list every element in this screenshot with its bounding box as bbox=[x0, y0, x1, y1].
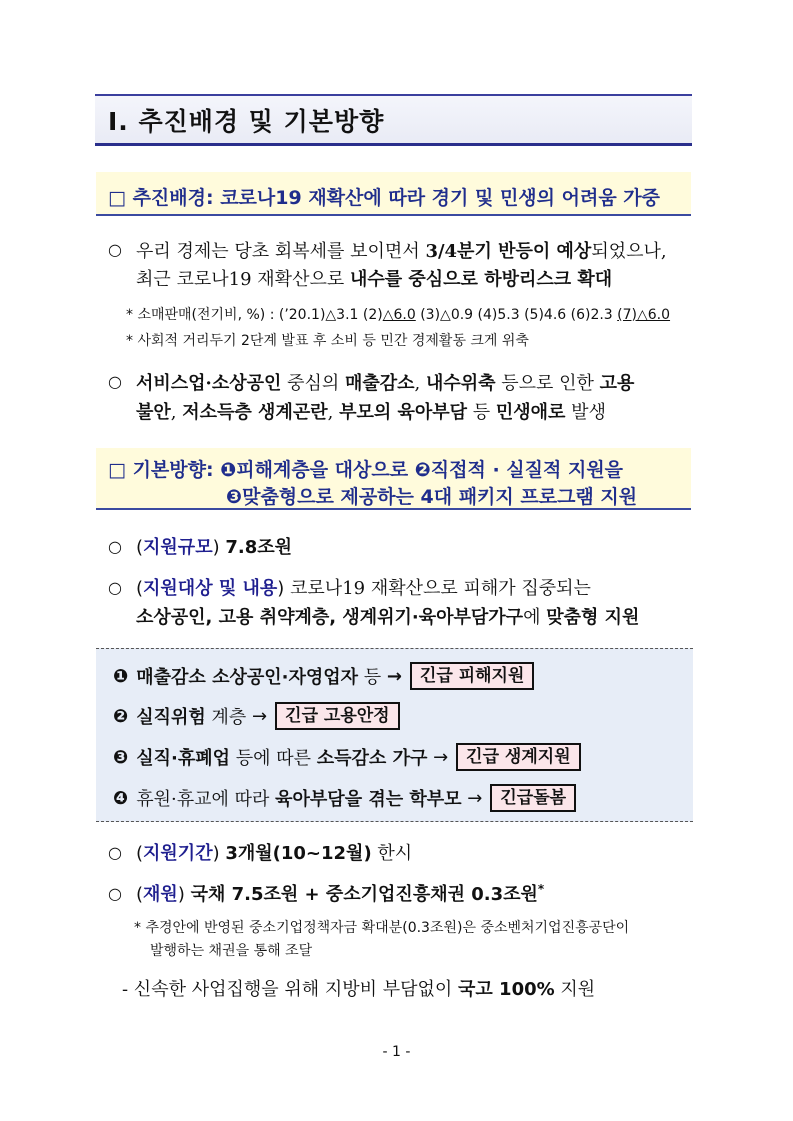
arrow-right-icon: → bbox=[427, 746, 449, 768]
bullet-circle: ○ bbox=[108, 240, 122, 259]
text: , bbox=[327, 402, 340, 423]
tag-emergency-livelihood: 긴급 생계지원 bbox=[456, 743, 580, 771]
number-3-icon: ❸ bbox=[113, 746, 129, 768]
text: 지원 bbox=[554, 979, 596, 1000]
footnote-star: * bbox=[537, 882, 545, 896]
highlight-rebound: 3/4분기 반등이 예상 bbox=[425, 241, 592, 262]
bullet-circle: ○ bbox=[108, 372, 122, 391]
paragraph-economy-line1 bbox=[136, 237, 667, 263]
support-target-line2 bbox=[136, 603, 639, 629]
arrow-right-icon: → bbox=[252, 705, 268, 727]
text: 되었으나, bbox=[591, 241, 667, 262]
page-title: Ⅰ. 추진배경 및 기본방향 bbox=[108, 107, 385, 136]
text: ( bbox=[136, 578, 144, 599]
support-item-3 bbox=[113, 743, 581, 771]
text: 소상공인, 고용 취약계층, 생계위기·육아부담가구 bbox=[136, 607, 524, 628]
funding-note-line1: * 추경안에 반영된 중소기업정책자금 확대분(0.3조원)은 중소벤처기업진흥공단이 bbox=[134, 920, 630, 936]
text: ( bbox=[136, 537, 144, 558]
paragraph-economy-line2 bbox=[136, 265, 612, 291]
funding-note-line2: 발행하는 채권을 통해 조달 bbox=[150, 943, 313, 959]
text: 한시 bbox=[371, 843, 413, 864]
bullet-circle: ○ bbox=[108, 578, 122, 597]
text: ) bbox=[277, 578, 291, 599]
text: ) bbox=[212, 537, 226, 558]
text: 최근 코로나19 재확산으로 bbox=[136, 269, 350, 290]
text: 소득감소 가구 bbox=[316, 748, 428, 769]
text: 부모의 육아부담 bbox=[339, 402, 468, 423]
text: 저소득층 생계곤란 bbox=[182, 402, 328, 423]
tag-emergency-damage-support: 긴급 피해지원 bbox=[410, 662, 534, 690]
label-support-target: 지원대상 및 내용 bbox=[143, 578, 278, 599]
section-direction-heading-line2: ❸맞춤형으로 제공하는 4대 패키지 프로그램 지원 bbox=[226, 486, 638, 508]
support-target-line1 bbox=[136, 574, 591, 600]
page-number: - 1 - bbox=[382, 1044, 411, 1060]
support-item-2 bbox=[113, 702, 400, 730]
text: ( bbox=[136, 884, 144, 905]
number-1-icon: ❶ bbox=[113, 665, 129, 687]
text: 등으로 인한 bbox=[495, 373, 600, 394]
value-funding: 국채 7.5조원 + 중소기업진흥채권 0.3조원 bbox=[190, 884, 538, 905]
support-item-1 bbox=[113, 662, 534, 690]
text: 민생애로 bbox=[495, 402, 566, 423]
arrow-right-icon: → bbox=[461, 787, 483, 809]
text: (3)△0.9 (4)5.3 (5)4.6 (6)2.3 bbox=[415, 307, 618, 323]
text: 등 bbox=[467, 402, 496, 423]
text: 매출감소 bbox=[344, 373, 415, 394]
support-item-4 bbox=[113, 784, 576, 812]
paragraph-hardship-line2 bbox=[136, 398, 606, 424]
text: 휴원·휴교에 따라 bbox=[136, 789, 276, 810]
text: 고용 bbox=[599, 373, 635, 394]
label-funding: 재원 bbox=[143, 884, 178, 905]
text: 서비스업·소상공인 bbox=[136, 373, 282, 394]
funding-source bbox=[136, 880, 544, 906]
note-retail-sales bbox=[126, 304, 670, 324]
text: 내수위축 bbox=[426, 373, 496, 394]
support-period bbox=[136, 839, 412, 865]
text: 실직·휴폐업 bbox=[136, 748, 231, 769]
text: 육아부담을 겪는 학부모 bbox=[275, 789, 462, 810]
value-support-scale: 7.8조원 bbox=[225, 537, 293, 558]
paragraph-hardship-line1 bbox=[136, 369, 634, 395]
tag-emergency-care: 긴급돌봄 bbox=[490, 784, 576, 812]
support-scale bbox=[136, 533, 292, 559]
text: 실직위험 bbox=[136, 707, 206, 728]
text: 코로나19 재확산으로 피해가 집중되는 bbox=[290, 578, 591, 599]
underlined-value: (7)△6.0 bbox=[617, 307, 671, 323]
arrow-right-icon: → bbox=[386, 665, 402, 687]
section-background-heading: □ 추진배경: 코로나19 재확산에 따라 경기 및 민생의 어려움 가중 bbox=[108, 187, 661, 209]
label-support-scale: 지원규모 bbox=[143, 537, 213, 558]
text: 국고 100% bbox=[458, 979, 555, 1000]
bullet-circle: ○ bbox=[108, 884, 122, 903]
note-distancing: * 사회적 거리두기 2단계 발표 후 소비 등 민간 경제활동 크게 위축 bbox=[126, 333, 529, 349]
text: 중심의 bbox=[281, 373, 345, 394]
text: 매출감소 소상공인·자영업자 bbox=[136, 667, 359, 688]
tag-emergency-employment: 긴급 고용안정 bbox=[275, 702, 399, 730]
text: 등 bbox=[358, 667, 387, 688]
text: 등에 따른 bbox=[230, 748, 317, 769]
text: * 소매판매(전기비, %) : (’20.1)△3.1 (2) bbox=[126, 307, 383, 323]
funding-dash-note bbox=[122, 975, 595, 1001]
number-4-icon: ❹ bbox=[113, 787, 129, 809]
text: - 신속한 사업집행을 위해 지방비 부담없이 bbox=[122, 979, 459, 1000]
text: 우리 경제는 당초 회복세를 보이면서 bbox=[136, 241, 426, 262]
text: 불안 bbox=[136, 402, 171, 423]
label-support-period: 지원기간 bbox=[143, 843, 213, 864]
bullet-circle: ○ bbox=[108, 537, 122, 556]
text: 맞춤형 지원 bbox=[546, 607, 640, 628]
bullet-circle: ○ bbox=[108, 843, 122, 862]
section-direction-heading-line1: □ 기본방향: ❶피해계층을 대상으로 ❷직접적 · 실질적 지원을 bbox=[108, 459, 624, 481]
text: 에 bbox=[523, 607, 547, 628]
underlined-value: △6.0 bbox=[382, 307, 416, 323]
highlight-downside-risk: 내수를 중심으로 하방리스크 확대 bbox=[349, 269, 613, 290]
text: ) bbox=[212, 843, 226, 864]
number-2-icon: ❷ bbox=[113, 705, 129, 727]
text: , bbox=[414, 373, 426, 394]
text: ) bbox=[177, 884, 191, 905]
text: ( bbox=[136, 843, 144, 864]
text: , bbox=[170, 402, 183, 423]
text: 발생 bbox=[565, 402, 606, 423]
value-support-period: 3개월(10~12월) bbox=[225, 843, 372, 864]
text: 계층 bbox=[205, 707, 253, 728]
